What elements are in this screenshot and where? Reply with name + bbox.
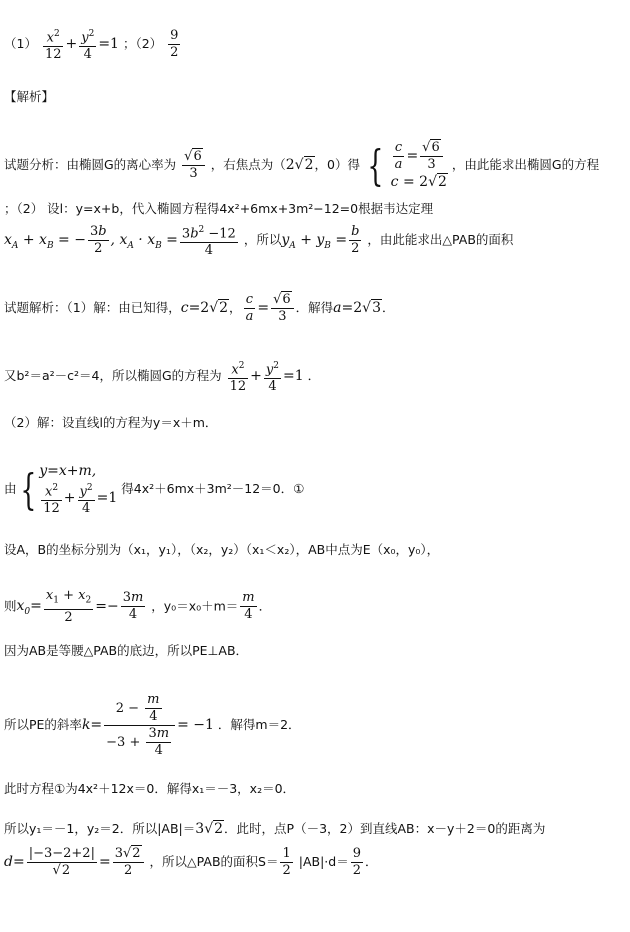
solution-text-11a: ，所以△PAB的面积S＝ — [149, 854, 279, 869]
solution-line-2: 又b²＝a²－c²＝4，所以椭圆G的方程为 $\frac{x^2}{12}$ + $\frac{y^2}{4}$ =1 ． — [4, 358, 626, 395]
solution-text-1c: ．解得 — [295, 300, 334, 315]
fraction-sqrt6-3: $\frac{√6}{3}$ — [182, 149, 205, 182]
analysis-text-g: ，由此能求出△PAB的面积 — [367, 232, 514, 248]
solution-text-4a: 由 — [4, 481, 17, 497]
solution-text-1b: ， — [229, 300, 242, 315]
answer-9-2: $\frac{9}{2}$ — [170, 28, 179, 61]
analysis-line-3: $x_A + x_B$ = − $\frac{3b}{2}$ , $x_A \cdot x_B$ = $\frac{3b^2 -12}{4}$ ，所以$y_A + y_B$ = $\frac{b}{2}$ ，由此能求出△PAB的面积 — [4, 222, 626, 259]
analysis-system: $\frac{c}{a}$ = $\frac{√6}{3}$ c = 2√2 — [390, 140, 447, 190]
solution-text-11b: |AB|·d＝ — [298, 854, 349, 869]
analysis-text-a: 试题分析：由椭圆G的离心率为 — [4, 157, 177, 172]
solution-text-1a: 试题解析：（1）解：由已知得， — [4, 300, 181, 315]
fraction-x2-12: $\frac{x^2}{12}$ — [43, 26, 64, 63]
solution-text-6b: ，y₀＝x₀＋m＝ — [151, 598, 239, 614]
slope-fraction: 2 − $\frac{m}{4}$ −3 + $\frac{3m}{4}$ — [104, 692, 175, 759]
solution-text-10a: 所以y₁＝－1，y₂＝2．所以|AB|＝ — [4, 821, 196, 836]
solution-line-7: 因为AB是等腰△PAB的底边，所以PE⊥AB． — [4, 643, 249, 658]
solution-line-1: 试题解析：（1）解：由已知得，c=2√2， $\frac{c}{a}$ = $\frac{√6}{3}$ ．解得a=2√3． — [4, 292, 395, 324]
part1-label: （1） — [4, 36, 37, 52]
analysis-text-f: ，所以 — [243, 232, 282, 248]
solution-text-4b: 得4x²＋6mx＋3m²－12＝0．① — [121, 481, 305, 497]
analysis-text-c: ，0）得 — [314, 157, 360, 172]
solution-text-1d: ． — [382, 300, 395, 315]
part2-label: ；（2） — [122, 36, 163, 52]
analysis-text-b: ，右焦点为（ — [210, 157, 286, 172]
solution-text-8b: ．解得m＝2． — [217, 717, 301, 732]
solution-line-4 — [4, 462, 626, 517]
jiexi-heading: 【解析】 — [4, 89, 55, 104]
solution-text-10b: ．此时，点P（－3，2）到直线AB：x－y＋2＝0的距离为 — [224, 821, 546, 836]
solution-text-2a: 又b²＝a²－c²＝4，所以椭圆G的方程为 — [4, 368, 222, 384]
system-brace: { — [367, 140, 384, 190]
solution-line-3: （2）解：设直线l的方程为y＝x＋m． — [4, 415, 218, 430]
eq-one: =1 — [98, 36, 119, 53]
solution-line-11: d= $\frac{|-3-2+2|}{√2}$ = $\frac{3√2}{2}$ ，所以△PAB的面积S＝ $\frac{1}{2}$ |AB|·d＝ $\frac{9}{2}$ ． — [4, 846, 378, 878]
solution-line-8: 所以PE的斜率k= 2 − $\frac{m}{4}$ −3 + $\frac{3m}{4}$ = −1 ．解得m＝2． — [4, 692, 301, 758]
fraction-y2-4: $\frac{y^2}{4}$ — [79, 26, 96, 63]
solution-text-6a: 则 — [4, 598, 17, 614]
solution-line-6: 则$x_0=$ $\frac{x_1 + x_2}{2}$ =− $\frac{3m}{4}$ ，y₀＝x₀＋m＝ $\frac{m}{4}$ ． — [4, 588, 272, 625]
solution-text-11c: ． — [364, 854, 378, 869]
analysis-text-d: ，由此能求出椭圆G的方程 — [451, 157, 600, 172]
analysis-line-1: 试题分析：由椭圆G的离心率为 $\frac{√6}{3}$ ，右焦点为（2√2，0）得 { $\frac{c}{a}$ = $\frac{√6}{3}$ c = 2√2 ，由此能求出椭圆G的方程 — [4, 140, 600, 190]
solution-text-8a: 所以PE的斜率 — [4, 717, 82, 732]
solution-line-5: 设A，B的坐标分别为（x₁，y₁），（x₂，y₂）（x₁＜x₂），AB中点为E（x₀，y₀）， — [4, 542, 440, 557]
line-ellipse-system: y=x+m, $\frac{x^2}{12}$ + $\frac{y^2}{4}$ =1 — [39, 463, 118, 517]
system-brace-2: { — [19, 464, 36, 514]
solution-text-6c: ． — [258, 598, 272, 614]
solution-text-2b: ． — [307, 368, 321, 384]
answer-line: （1） $\frac{x^2}{12}$ + $\frac{y^2}{4}$ =1 ；（2） $\frac{9}{2}$ — [4, 26, 626, 63]
solution-line-10: 所以y₁＝－1，y₂＝2．所以|AB|＝3√2．此时，点P（－3，2）到直线AB：x－y＋2＝0的距离为 — [4, 821, 546, 837]
solution-line-9: 此时方程①为4x²＋12x＝0．解得x₁＝－3，x₂＝0． — [4, 781, 296, 796]
analysis-line-2: ；（2） 设l：y=x+b，代入椭圆方程得4x²+6mx+3m²−12=0根据韦达定理 — [4, 201, 434, 216]
